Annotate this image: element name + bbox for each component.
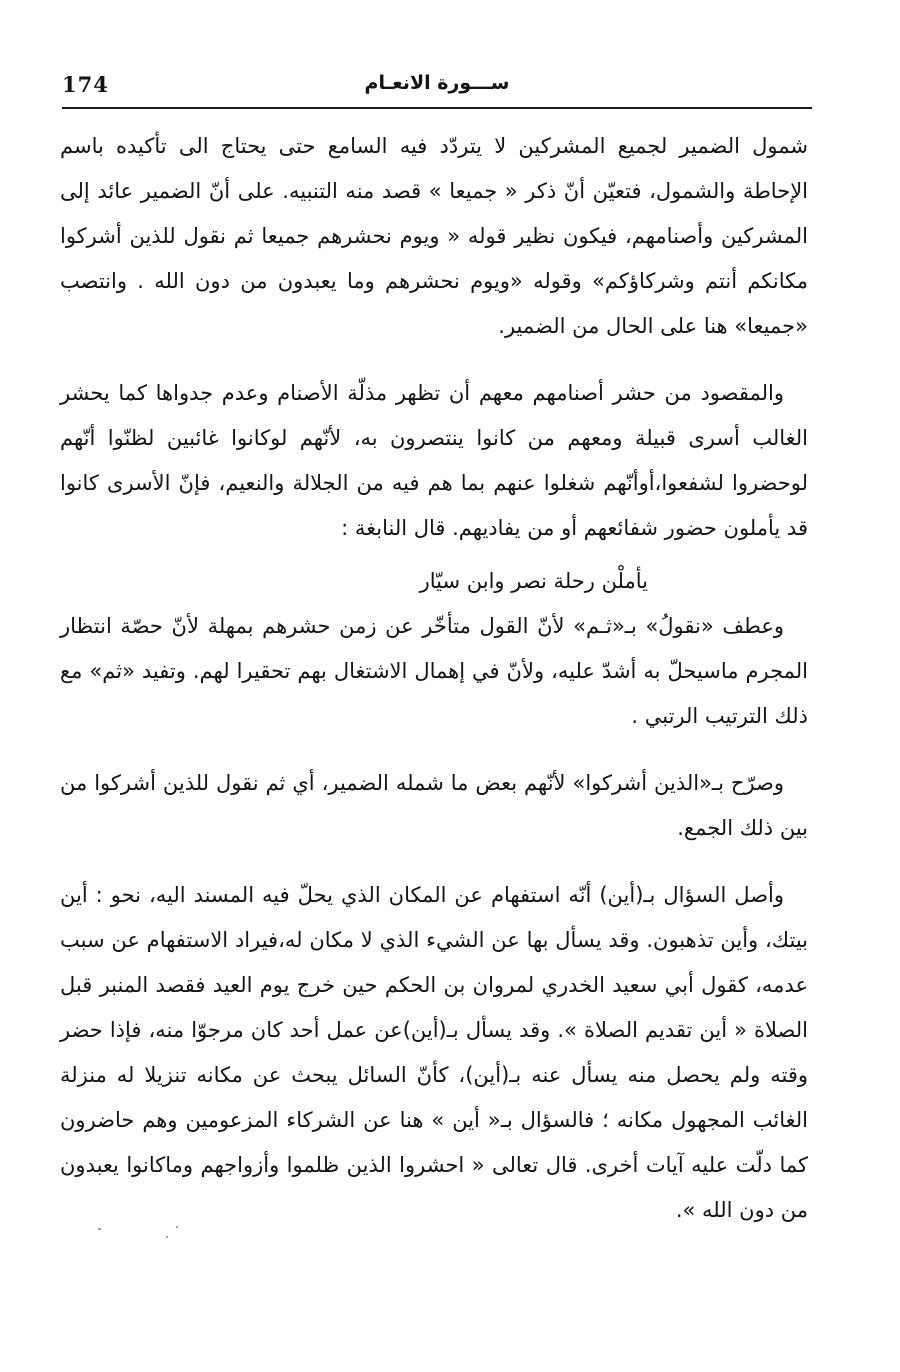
header-rule [62,107,812,109]
poetry-verse: يأملْن رحلة نصر وابن سيّار [419,569,648,593]
scan-speck [98,1228,101,1230]
paragraph-3: وعطف «نقولُ» بـ«ثـم» لأنّ القول متأخّر عن زمن حشرهم بمهلة لأنّ حصّة انتظار المجرم ماسيحلّ به أشدّ عليه، ولأنّ في إهمال الاشتغال بهم تحقيرا لهم. وتفيد «ثم» مع ذلك الترتيب الرتبي . [60,614,808,728]
body-text [60,124,808,1233]
paragraph-2: والمقصود من حشر أصنامهم معهم أن تظهر مذلّة الأصنام وعدم جدواها كما يحشر الغالب أسرى قبيلة ومعهم من كانوا ينتصرون به، لأنّهم لوكانوا غائبين لظنّوا أنّهم لوحضروا لشفعوا،أوأنّهم شغلوا عنهم بما هم فيه من الجلالة والنعيم، فإنّ الأسرى كانوا قد يأملون حضور شفائعهم أو من يفاديهم. قال النابغة : [60,381,808,540]
running-title: ســـورة الانعـام [364,72,510,94]
paragraph-4: وصرّح بـ«الذين أشركوا» لأنّهم بعض ما شمله الضمير، أي ثم نقول للذين أشركوا من بين ذلك الجمع. [60,771,808,840]
scan-speck [176,1226,178,1228]
page-header [62,60,812,108]
paragraph-1: شمول الضمير لجميع المشركين لا يتردّد فيه السامع حتى يحتاج الى تأكيده باسم الإحاطة والشمول، فتعيّن أنّ ذكر « جميعا » قصد منه التنبيه. على أنّ الضمير عائد إلى المشركين وأصنامهم، فيكون نظير قوله « ويوم نحشرهم جميعا ثم نقول للذين أشركوا مكانكم أنتم وشركاؤكم» وقوله «ويوم نحشرهم وما يعبدون من دون الله . وانتصب «جميعا» هنا على الحال من الضمير. [60,134,808,338]
scan-speck [166,1236,168,1238]
paragraph-5: وأصل السؤال بـ(أين) أنّه استفهام عن المكان الذي يحلّ فيه المسند اليه، نحو : أين بيتك، وأين تذهبون. وقد يسأل بها عن الشيء الذي لا مكان له،فيراد الاستفهام عن سبب عدمه، كقول أبي سعيد الخدري لمروان بن الحكم حين خرج يوم العيد فقصد المنبر قبل الصلاة « أين تقديم الصلاة ». وقد يسأل بـ(أين)عن عمل أحد كان مرجوّا منه، فإذا حضر وقته ولم يحصل منه يسأل عنه بـ(أين)، كأنّ السائل يبحث عن مكانه تنزيلا له منزلة الغائب المجهول مكانه ؛ فالسؤال بـ« أين » هنا عن الشركاء المزعومين وهم حاضرون كما دلّت عليه آيات أخرى. قال تعالى « احشروا الذين ظلموا وأزواجهم وماكانوا يعبدون من دون الله ». [60,883,808,1222]
page-number: 174 [62,72,109,97]
